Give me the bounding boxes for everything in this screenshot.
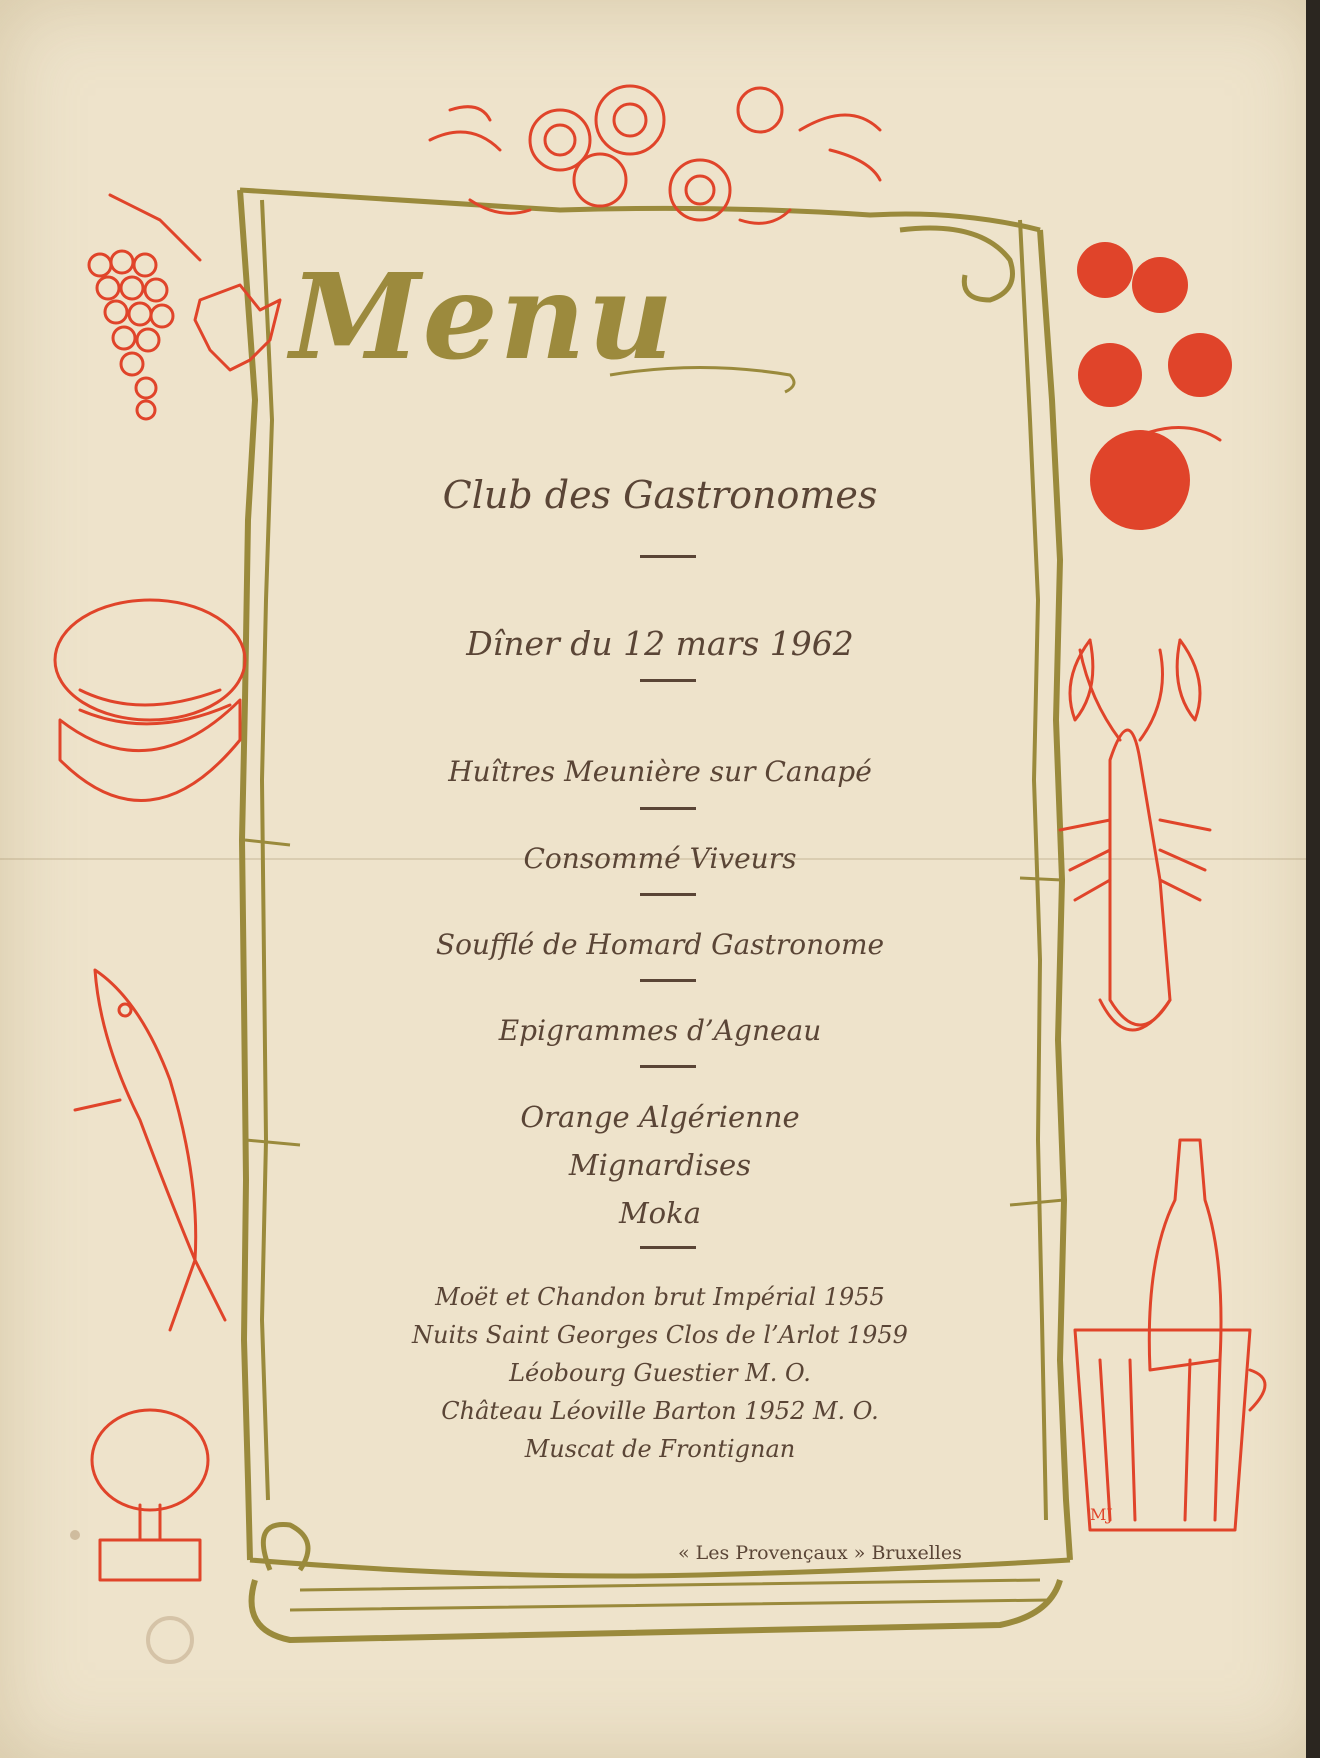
separator	[640, 979, 696, 982]
separator	[640, 555, 696, 558]
printer-credit: « Les Provençaux » Bruxelles	[678, 1542, 962, 1564]
wine-item: Léobourg Guestier M. O.	[509, 1359, 811, 1387]
dessert-item: Mignardises	[568, 1148, 752, 1182]
dessert-item: Orange Algérienne	[520, 1100, 800, 1134]
separator	[640, 893, 696, 896]
course-item: Consommé Viveurs	[523, 842, 797, 875]
course-item: Epigrammes d’Agneau	[498, 1014, 822, 1047]
wine-item: Muscat de Frontignan	[524, 1435, 796, 1463]
wine-item: Moët et Chandon brut Impérial 1955	[435, 1283, 885, 1311]
course-item: Soufflé de Homard Gastronome	[435, 928, 885, 961]
wine-item: Château Léoville Barton 1952 M. O.	[441, 1397, 879, 1425]
separator	[640, 1246, 696, 1249]
separator	[640, 807, 696, 810]
menu-title: Menu	[290, 247, 676, 386]
club-name: Club des Gastronomes	[442, 473, 878, 517]
separator	[640, 1065, 696, 1068]
dinner-date: Dîner du 12 mars 1962	[466, 624, 854, 663]
separator	[640, 679, 696, 682]
course-item: Huîtres Meunière sur Canapé	[448, 755, 872, 788]
dessert-item: Moka	[618, 1196, 701, 1230]
artist-monogram: MJ	[1090, 1505, 1113, 1524]
wine-item: Nuits Saint Georges Clos de l’Arlot 1959	[412, 1321, 908, 1349]
